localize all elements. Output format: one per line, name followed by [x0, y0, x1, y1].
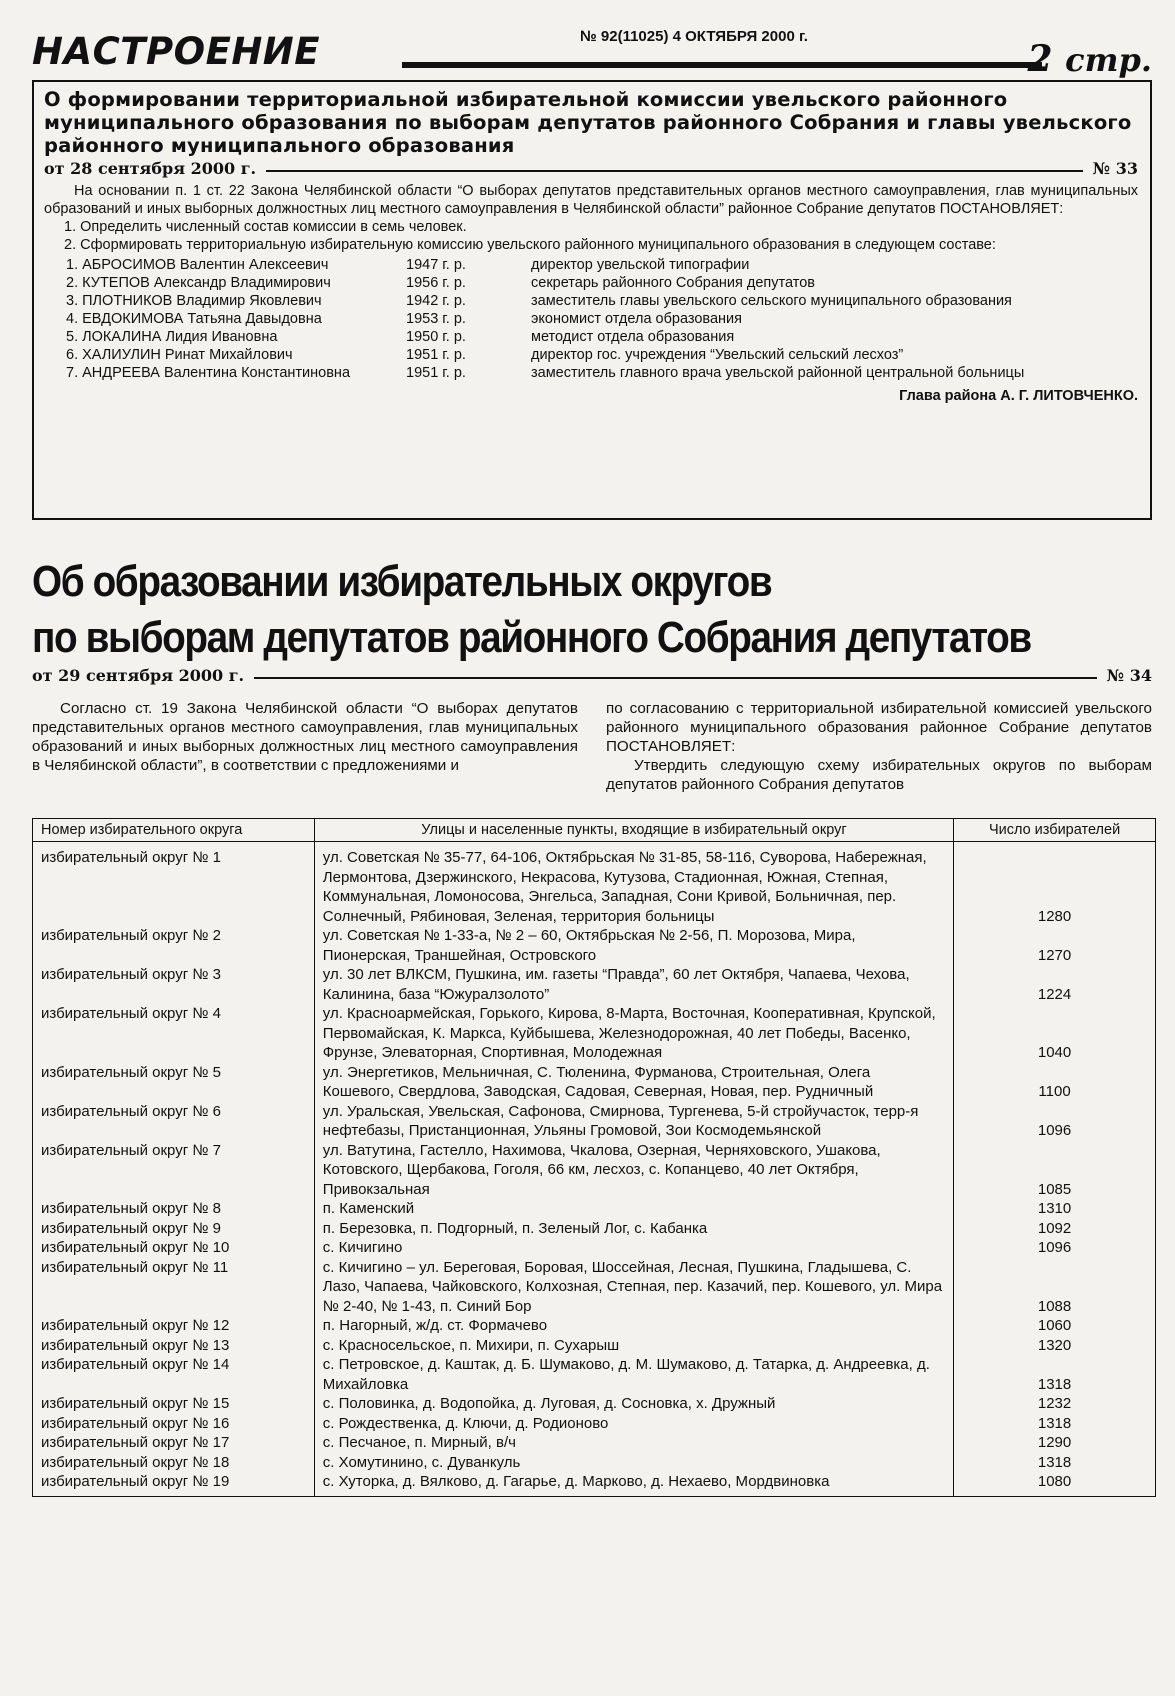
member-role: методист отдела образования: [531, 329, 735, 345]
decree-33-box: [32, 80, 1152, 520]
masthead: [32, 18, 1152, 80]
decree-34-title: [32, 554, 1141, 666]
table-row: [33, 1453, 1156, 1473]
decree-34-column-2: [606, 699, 1152, 794]
table-row: [33, 1336, 1156, 1356]
voters-cell: 1318: [954, 1355, 1156, 1394]
district-cell: избирательный округ № 17: [33, 1433, 315, 1453]
page-number-value: 2: [1027, 38, 1053, 80]
voters-cell: 1318: [954, 1414, 1156, 1434]
area-cell: с. Петровское, д. Каштак, д. Б. Шумаково, д. М. Шумаково, д. Татарка, д. Андреевка, д. Михайловка: [314, 1355, 953, 1394]
member-name: 3. ПЛОТНИКОВ Владимир Яковлевич: [66, 293, 322, 309]
decree-34-dateline: [32, 666, 1152, 685]
newspaper-title: НАСТРОЕНИЕ: [32, 30, 321, 73]
member-row: [44, 292, 1138, 310]
voters-cell: 1232: [954, 1394, 1156, 1414]
district-cell: избирательный округ № 12: [33, 1316, 315, 1336]
member-year: 1951 г. р.: [406, 365, 466, 381]
issue-info: № 92(11025) 4 ОКТЯБРЯ 2000 г.: [580, 28, 808, 45]
area-cell: ул. Энергетиков, Мельничная, С. Тюленина, Фурманова, Строительная, Олега Кошевого, Свердлова, Заводская, Садовая, Северная, Новая, пер. Рудничный: [314, 1063, 953, 1102]
voters-cell: 1088: [954, 1258, 1156, 1317]
voters-cell: 1318: [954, 1453, 1156, 1473]
voters-cell: 1080: [954, 1472, 1156, 1496]
member-name: 1. АБРОСИМОВ Валентин Алексеевич: [66, 257, 329, 273]
decree-34-paragraph: Согласно ст. 19 Закона Челябинской области “О выборах депутатов представительных органов местного самоуправления, глав муниципальных образований и иных выборных должностных лиц местного самоуправления в Челябинской области”, в соответствии с предложениями и: [32, 700, 578, 774]
decree-33-point-1: 1. Определить численный состав комиссии в семь человек.: [64, 219, 467, 235]
decree-34-number: № 34: [1106, 666, 1152, 685]
member-role: заместитель главы увельского сельского муниципального образования: [531, 293, 1012, 309]
page-number: [1028, 38, 1152, 80]
member-role: директор гос. учреждения “Увельский сельский лесхоз”: [531, 347, 904, 363]
district-cell: избирательный округ № 9: [33, 1219, 315, 1239]
area-cell: с. Хуторка, д. Вялково, д. Гагарье, д. Марково, д. Нехаево, Мордвиновка: [314, 1472, 953, 1496]
voters-cell: 1280: [954, 842, 1156, 927]
district-cell: избирательный округ № 15: [33, 1394, 315, 1414]
area-cell: п. Каменский: [314, 1199, 953, 1219]
table-row: [33, 1355, 1156, 1394]
table-row: [33, 1199, 1156, 1219]
voters-cell: 1085: [954, 1141, 1156, 1200]
district-cell: избирательный округ № 18: [33, 1453, 315, 1473]
member-name: 6. ХАЛИУЛИН Ринат Михайлович: [66, 347, 293, 363]
voters-cell: 1096: [954, 1238, 1156, 1258]
voters-cell: 1100: [954, 1063, 1156, 1102]
district-cell: избирательный округ № 5: [33, 1063, 315, 1102]
table-row: [33, 926, 1156, 965]
member-role: директор увельской типографии: [531, 257, 750, 273]
decree-33-point-2: 2. Сформировать территориальную избирательную комиссию увельского районного муниципального образования в следующем составе:: [64, 237, 996, 253]
member-name: 2. КУТЕПОВ Александр Владимирович: [66, 275, 331, 291]
member-row: [44, 274, 1138, 292]
district-cell: избирательный округ № 10: [33, 1238, 315, 1258]
column-header-voters: Число избирателей: [954, 819, 1156, 842]
decree-33-date: от 28 сентября 2000 г.: [44, 159, 257, 178]
decree-33-number: № 33: [1092, 159, 1138, 178]
table-row: [33, 1238, 1156, 1258]
decree-33-title: О формировании территориальной избирательной комиссии увельского районного муниципального образования по выборам депутатов районного Собрания и главы увельского районного муниципального образования: [44, 88, 1132, 157]
member-row: [44, 256, 1138, 274]
district-cell: избирательный округ № 8: [33, 1199, 315, 1219]
voters-cell: 1096: [954, 1102, 1156, 1141]
table-row: [33, 1102, 1156, 1141]
district-cell: избирательный округ № 1: [33, 842, 315, 927]
masthead-rule: [402, 62, 1042, 68]
dateline-rule: [266, 170, 1083, 172]
table-row: [33, 1063, 1156, 1102]
district-cell: избирательный округ № 6: [33, 1102, 315, 1141]
voters-cell: 1040: [954, 1004, 1156, 1063]
district-cell: избирательный округ № 3: [33, 965, 315, 1004]
area-cell: п. Березовка, п. Подгорный, п. Зеленый Лог, с. Кабанка: [314, 1219, 953, 1239]
commission-members: [44, 256, 1138, 382]
voters-cell: 1310: [954, 1199, 1156, 1219]
area-cell: с. Песчаное, п. Мирный, в/ч: [314, 1433, 953, 1453]
member-year: 1953 г. р.: [406, 311, 466, 327]
table-row: [33, 1258, 1156, 1317]
districts-table: [32, 818, 1156, 1497]
district-cell: избирательный округ № 19: [33, 1472, 315, 1496]
area-cell: с. Хомутинино, с. Дуванкуль: [314, 1453, 953, 1473]
area-cell: ул. Советская № 1-33-а, № 2 – 60, Октябрьская № 2-56, П. Морозова, Мира, Пионерская, Траншейная, Островского: [314, 926, 953, 965]
member-year: 1951 г. р.: [406, 347, 466, 363]
member-row: [44, 328, 1138, 346]
voters-cell: 1270: [954, 926, 1156, 965]
area-cell: ул. Советская № 35-77, 64-106, Октябрьская № 31-85, 58-116, Суворова, Набережная, Лермонтова, Дзержинского, Некрасова, Кутузова, Стадионная, Южная, Степная, Коммунальная, Ломоносова, Энгельса, Западная, Сони Кривой, Больничная, пер. Солнечный, Рябиновая, Зеленая, территория больницы: [314, 842, 953, 927]
voters-cell: 1092: [954, 1219, 1156, 1239]
area-cell: ул. Уральская, Увельская, Сафонова, Смирнова, Тургенева, 5-й стройучасток, терр-я нефтебазы, Пристанционная, Ульяны Громовой, Зои Космодемьянской: [314, 1102, 953, 1141]
table-row: [33, 965, 1156, 1004]
decree-34-paragraph: по согласованию с территориальной избирательной комиссией увельского районного муниципального образования районное Собрание депутатов ПОСТАНОВЛЯЕТ:: [606, 700, 1152, 755]
area-cell: с. Кичигино: [314, 1238, 953, 1258]
page-number-suffix: стр.: [1065, 41, 1152, 79]
table-row: [33, 1433, 1156, 1453]
decree-33-dateline: [44, 159, 1138, 178]
dateline-rule: [254, 677, 1097, 679]
district-cell: избирательный округ № 7: [33, 1141, 315, 1200]
district-cell: избирательный округ № 11: [33, 1258, 315, 1317]
table-row: [33, 1316, 1156, 1336]
district-cell: избирательный округ № 2: [33, 926, 315, 965]
decree-34-body: [32, 699, 1152, 794]
table-row: [33, 1004, 1156, 1063]
voters-cell: 1224: [954, 965, 1156, 1004]
table-row: [33, 1472, 1156, 1496]
column-header-area: Улицы и населенные пункты, входящие в избирательный округ: [314, 819, 953, 842]
member-role: экономист отдела образования: [531, 311, 742, 327]
member-role: секретарь районного Собрания депутатов: [531, 275, 815, 291]
member-year: 1950 г. р.: [406, 329, 466, 345]
voters-cell: 1290: [954, 1433, 1156, 1453]
decree-34-date: от 29 сентября 2000 г.: [32, 666, 245, 685]
table-header-row: [33, 819, 1156, 842]
newspaper-page: [32, 18, 1152, 1497]
table-row: [33, 1141, 1156, 1200]
district-cell: избирательный округ № 4: [33, 1004, 315, 1063]
member-name: 7. АНДРЕЕВА Валентина Константиновна: [66, 365, 351, 381]
area-cell: п. Нагорный, ж/д. ст. Формачево: [314, 1316, 953, 1336]
decree-33-signature: Глава района А. Г. ЛИТОВЧЕНКО.: [899, 388, 1138, 404]
member-year: 1956 г. р.: [406, 275, 466, 291]
area-cell: с. Кичигино – ул. Береговая, Боровая, Шоссейная, Лесная, Пушкина, Гладышева, С. Лазо, Чапаева, Чайковского, Колхозная, Степная, пер. Казачий, пер. Кошевого, ул. Мира № 2-40, № 1-43, п. Синий Бор: [314, 1258, 953, 1317]
area-cell: ул. Красноармейская, Горького, Кирова, 8-Марта, Восточная, Кооперативная, Крупской, Первомайская, К. Маркса, Куйбышева, Железнодорожная, 40 лет Победы, Васенко, Фрунзе, Элеваторная, Спортивная, Молодежная: [314, 1004, 953, 1063]
district-cell: избирательный округ № 16: [33, 1414, 315, 1434]
voters-cell: 1060: [954, 1316, 1156, 1336]
decree-34-title-line-1: Об образовании избирательных округов: [32, 557, 772, 606]
member-name: 4. ЕВДОКИМОВА Татьяна Давыдовна: [66, 311, 322, 327]
table-row: [33, 842, 1156, 927]
member-year: 1947 г. р.: [406, 257, 466, 273]
table-row: [33, 1219, 1156, 1239]
member-row: [44, 364, 1138, 382]
member-row: [44, 310, 1138, 328]
table-row: [33, 1414, 1156, 1434]
member-year: 1942 г. р.: [406, 293, 466, 309]
district-cell: избирательный округ № 13: [33, 1336, 315, 1356]
table-row: [33, 1394, 1156, 1414]
decree-34-paragraph: Утвердить следующую схему избирательных округов по выборам депутатов районного Собрания депутатов: [606, 757, 1152, 793]
decree-34-column-1: [32, 699, 578, 794]
member-name: 5. ЛОКАЛИНА Лидия Ивановна: [66, 329, 278, 345]
area-cell: с. Рождественка, д. Ключи, д. Родионово: [314, 1414, 953, 1434]
area-cell: с. Половинка, д. Водопойка, д. Луговая, д. Сосновка, х. Дружный: [314, 1394, 953, 1414]
column-header-district: Номер избирательного округа: [33, 819, 315, 842]
decree-33-preamble: На основании п. 1 ст. 22 Закона Челябинской области “О выборах депутатов представительных органов местного самоуправления, глав муниципальных образований и иных выборных должностных лиц местного самоуправления в Челябинской области” районное Собрание депутатов ПОСТАНОВЛЯЕТ:: [44, 183, 1138, 217]
district-cell: избирательный округ № 14: [33, 1355, 315, 1394]
area-cell: ул. Ватутина, Гастелло, Нахимова, Чкалова, Озерная, Черняховского, Ушакова, Котовского, Щербакова, Гоголя, 66 км, лесхоз, с. Копанцево, 40 лет Октября, Привокзальная: [314, 1141, 953, 1200]
area-cell: с. Красносельское, п. Михири, п. Сухарыш: [314, 1336, 953, 1356]
decree-34-title-line-2: по выборам депутатов районного Собрания депутатов: [32, 613, 1031, 662]
area-cell: ул. 30 лет ВЛКСМ, Пушкина, им. газеты “Правда”, 60 лет Октября, Чапаева, Чехова, Калинина, база “Южуралзолото”: [314, 965, 953, 1004]
voters-cell: 1320: [954, 1336, 1156, 1356]
member-row: [44, 346, 1138, 364]
member-role: заместитель главного врача увельской районной центральной больницы: [531, 365, 1025, 381]
